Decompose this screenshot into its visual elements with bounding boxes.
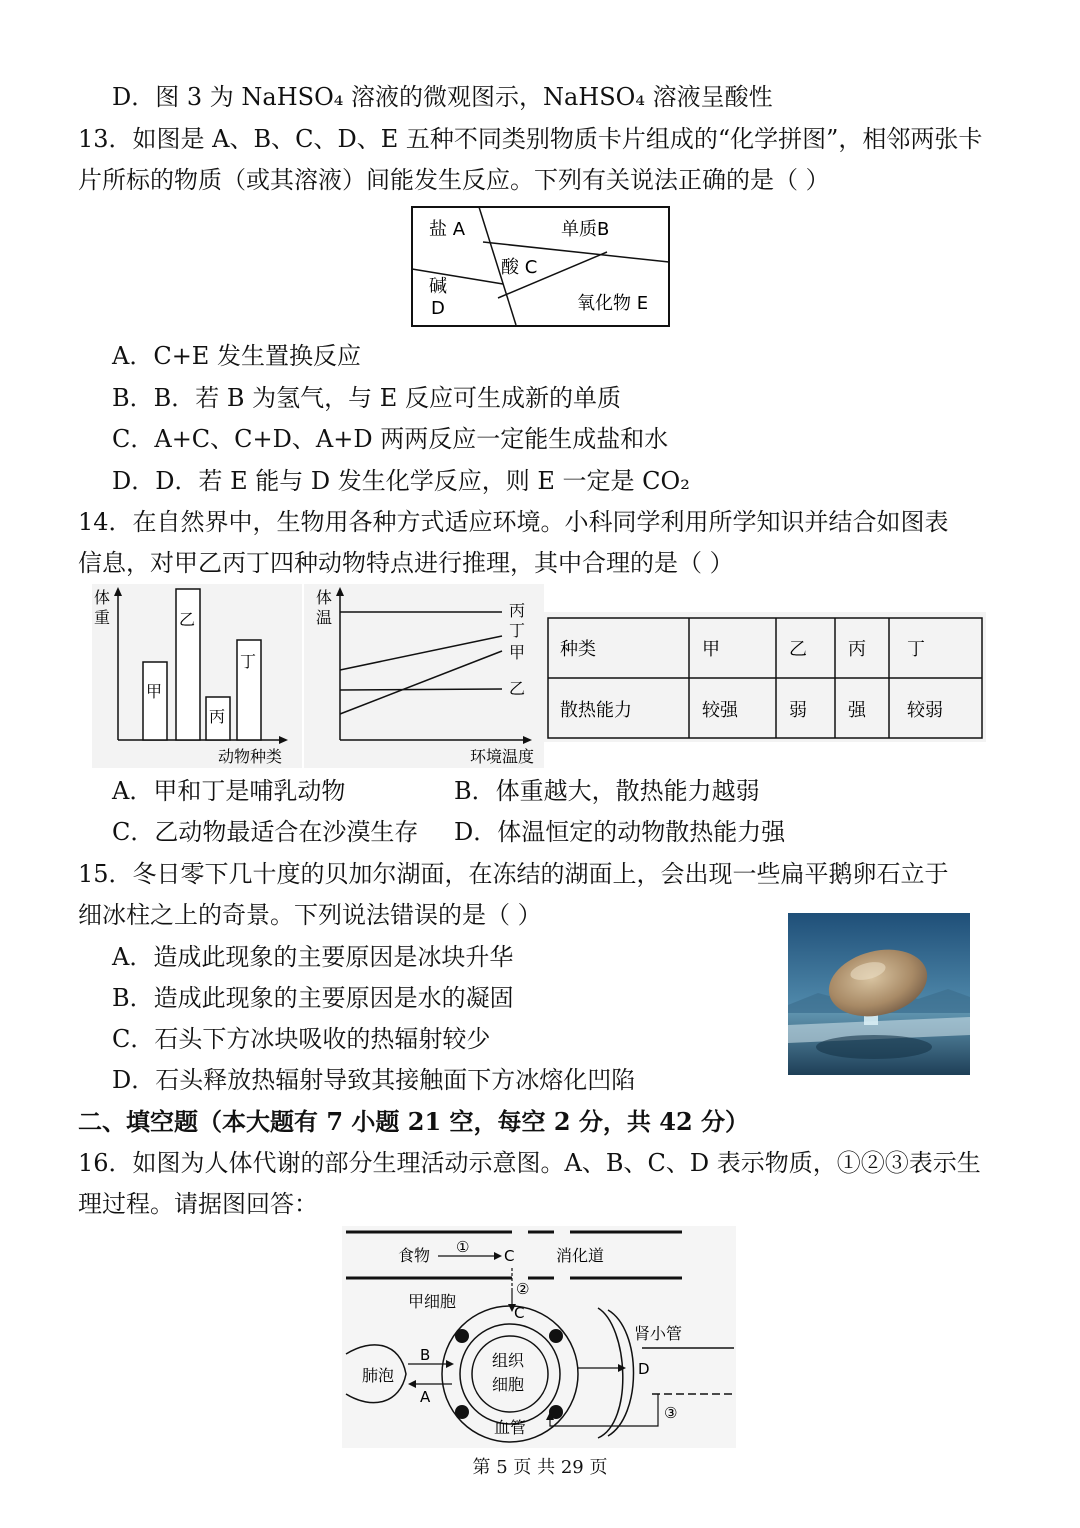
label-step-1: ① xyxy=(456,1238,470,1256)
table-cell-bing: 强 xyxy=(848,700,866,721)
line-label-jia: 甲 xyxy=(509,643,526,662)
card-element-b: 单质B xyxy=(561,219,610,240)
q15-stone-on-ice-photo xyxy=(788,913,970,1075)
q16-stem-line1: 16．如图为人体代谢的部分生理活动示意图。A、B、C、D 表示物质，①②③表示生 xyxy=(78,1149,981,1177)
q14-option-a: A．甲和丁是哺乳动物 xyxy=(112,777,346,805)
label-alveolus: 肺泡 xyxy=(362,1366,395,1385)
q13-stem-line2: 片所标的物质（或其溶液）间能发生反应。下列有关说法正确的是（ ） xyxy=(78,166,830,194)
table-cell-yi: 弱 xyxy=(789,700,807,721)
q13-option-b: B．B．若 B 为氢气，与 E 反应可生成新的单质 xyxy=(112,384,621,412)
line-ylabel-2: 温 xyxy=(316,608,333,627)
line-xlabel: 环境温度 xyxy=(470,747,535,766)
q14-option-d: D．体温恒定的动物散热能力强 xyxy=(454,818,786,846)
bar-ylabel-2: 重 xyxy=(94,608,111,627)
bar-xlabel: 动物种类 xyxy=(218,747,283,766)
q15-option-b: B．造成此现象的主要原因是水的凝固 xyxy=(112,984,514,1012)
q15-option-a: A．造成此现象的主要原因是冰块升华 xyxy=(112,943,514,971)
table-header-bing: 丙 xyxy=(848,639,866,660)
table-header-ding: 丁 xyxy=(907,639,925,660)
line-ylabel-1: 体 xyxy=(316,588,333,607)
card-salt-a: 盐 A xyxy=(429,219,466,240)
label-food: 食物 xyxy=(398,1246,431,1265)
q14-bar-chart xyxy=(92,584,302,768)
label-d: D xyxy=(638,1360,650,1378)
line-label-yi: 乙 xyxy=(509,679,526,698)
bar-ylabel-1: 体 xyxy=(94,588,111,607)
q13-stem-line1: 13．如图是 A、B、C、D、E 五种不同类别物质卡片组成的“化学拼图”，相邻两张卡 xyxy=(78,125,983,153)
label-blood-vessel: 血管 xyxy=(494,1418,527,1437)
label-a: A xyxy=(420,1388,431,1406)
q16-stem-line2: 理过程。请据图回答： xyxy=(78,1190,318,1218)
q14-stem-line1: 14．在自然界中，生物用各种方式适应环境。小科同学利用所学知识并结合如图表 xyxy=(78,508,949,536)
q12-option-d: D．图 3 为 NaHSO₄ 溶液的微观图示，NaHSO₄ 溶液呈酸性 xyxy=(112,83,773,111)
table-cell-ding: 较弱 xyxy=(907,700,943,721)
q16-metabolism-diagram xyxy=(342,1226,736,1448)
table-cell-jia: 较强 xyxy=(702,700,738,721)
page-footer: 第 5 页 共 29 页 xyxy=(472,1457,608,1478)
label-step-3: ③ xyxy=(664,1404,678,1422)
q14-option-b: B．体重越大，散热能力越弱 xyxy=(454,777,760,805)
q14-option-c: C．乙动物最适合在沙漠生存 xyxy=(112,818,419,846)
label-step-2: ② xyxy=(516,1280,530,1298)
card-oxide-e: 氧化物 E xyxy=(577,293,649,314)
q14-line-chart xyxy=(304,584,544,768)
card-acid-c: 酸 C xyxy=(501,257,538,278)
q13-option-a: A．C+E 发生置换反应 xyxy=(112,342,361,370)
q14-heat-table xyxy=(544,612,986,742)
table-header-kind: 种类 xyxy=(560,639,596,660)
bar-label-yi: 乙 xyxy=(179,610,196,629)
section-2-title: 二、填空题（本大题有 7 小题 21 空，每空 2 分，共 42 分） xyxy=(78,1107,750,1136)
card-base-d-label: 碱 xyxy=(429,276,447,297)
q13-option-c: C．A+C、C+D、A+D 两两反应一定能生成盐和水 xyxy=(112,425,669,453)
label-c-top: C xyxy=(504,1247,515,1265)
q15-stem-line1: 15．冬日零下几十度的贝加尔湖面，在冻结的湖面上，会出现一些扁平鹅卵石立于 xyxy=(78,860,949,888)
bar-label-bing: 丙 xyxy=(209,707,226,726)
card-base-d-letter: D xyxy=(431,298,445,319)
label-kidney-tubule: 肾小管 xyxy=(634,1324,683,1343)
label-tissue-1: 组织 xyxy=(492,1351,525,1370)
table-header-yi: 乙 xyxy=(789,639,807,660)
q15-stem-line2: 细冰柱之上的奇景。下列说法错误的是（ ） xyxy=(78,901,542,929)
q13-option-d: D．D．若 E 能与 D 发生化学反应，则 E 一定是 CO₂ xyxy=(112,467,690,495)
line-label-bing: 丙 xyxy=(509,601,526,620)
q14-stem-line2: 信息，对甲乙丙丁四种动物特点进行推理，其中合理的是（ ） xyxy=(78,549,734,577)
label-tissue-2: 细胞 xyxy=(492,1375,525,1394)
q15-option-c: C．石头下方冰块吸收的热辐射较少 xyxy=(112,1025,491,1053)
table-header-jia: 甲 xyxy=(702,639,720,660)
bar-label-ding: 丁 xyxy=(240,652,257,671)
q15-option-d: D．石头释放热辐射导致其接触面下方冰熔化凹陷 xyxy=(112,1066,636,1094)
label-c-mid: C xyxy=(514,1304,525,1322)
label-b: B xyxy=(420,1346,431,1364)
q13-chemistry-puzzle-figure xyxy=(411,206,671,328)
bar-label-jia: 甲 xyxy=(146,682,163,701)
label-cell-jia: 甲细胞 xyxy=(408,1292,457,1311)
label-digestive-tract: 消化道 xyxy=(556,1246,605,1265)
table-row-label: 散热能力 xyxy=(560,700,632,721)
line-label-ding: 丁 xyxy=(509,621,526,640)
